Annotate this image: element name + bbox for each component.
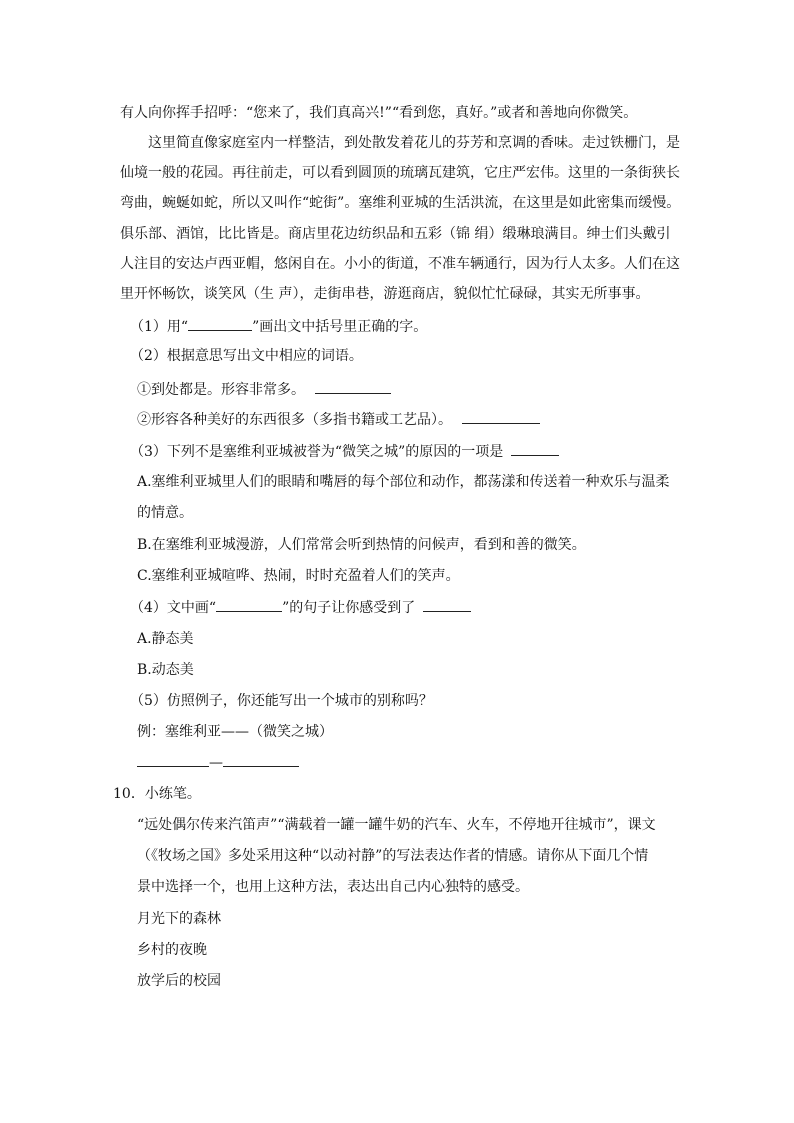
- answer-blank-3[interactable]: [511, 441, 559, 456]
- question-4-option-a: A.静态美: [137, 631, 194, 647]
- question-3-option-a-line-1: A.塞维利亚城里人们的眼睛和嘴唇的每个部位和动作，都荡漾和传送着一种欢乐与温柔: [137, 474, 670, 490]
- passage-line-6: 人注目的安达卢西亚帽，悠闲自在。小小的街道，不准车辆通行，因为行人太多。人们在这: [120, 256, 680, 272]
- question-2: （2）根据意思写出文中相应的词语。: [130, 348, 363, 364]
- underline-sample: [188, 316, 252, 331]
- question-1-suffix: ”画出文中括号里正确的字。: [252, 319, 428, 335]
- question-10-line-3: 景中选择一个，也用上这种方法，表达出自己内心独特的感受。: [137, 879, 529, 895]
- question-2-item-2: [137, 409, 540, 430]
- question-1-prefix: （1）用“: [130, 319, 189, 335]
- answer-blank-4[interactable]: [423, 597, 471, 612]
- question-4-option-b: B.动态美: [137, 662, 194, 678]
- passage-line-5: 俱乐部、酒馆，比比皆是。商店里花边纺织品和五彩（锦 绢）缎琳琅满目。绅士们头戴引: [120, 226, 671, 242]
- question-1: [130, 316, 427, 337]
- answer-blank-2-1[interactable]: [315, 379, 391, 394]
- answer-blank-5-alias[interactable]: [223, 752, 299, 767]
- question-4-prefix: （4）文中画“: [130, 600, 217, 616]
- passage-line-3: 仙境一般的花园。再往前走，可以看到圆顶的琉璃瓦建筑，它庄严宏伟。这里的一条街狭长: [120, 165, 680, 181]
- answer-dash: —: [209, 755, 223, 771]
- question-4-suffix: ”的句子让你感受到了: [282, 600, 416, 616]
- answer-blank-2-2[interactable]: [462, 409, 540, 424]
- question-2-item-2-text: ②形容各种美好的东西很多（多指书籍或工艺品）。: [137, 412, 452, 428]
- question-5-answer: [137, 752, 299, 773]
- question-5-example: 例：塞维利亚——（微笑之城）: [137, 724, 333, 740]
- question-2-item-1: [137, 379, 391, 400]
- question-10-line-1: “远处偶尔传来汽笛声”“满载着一罐一罐牛奶的汽车、火车，不停地开往城市”，课文: [137, 817, 656, 833]
- question-4: [130, 597, 471, 618]
- passage-line-4: 弯曲，蜿蜒如蛇，所以又叫作“蛇街”。塞维利亚城的生活洪流，在这里是如此密集而缓慢。: [120, 195, 681, 211]
- question-3-option-a-line-2: 的情意。: [137, 505, 193, 521]
- question-5: （5）仿照例子，你还能写出一个城市的别称吗？: [130, 693, 433, 709]
- question-3-option-b: B.在塞维利亚城漫游，人们常常会听到热情的问候声，看到和善的微笑。: [137, 537, 586, 553]
- question-2-item-1-text: ①到处都是。形容非常多。: [137, 382, 305, 398]
- passage-line-7: 里开怀畅饮，谈笑风（生 声），走街串巷，游逛商店，貌似忙忙碌碌，其实无所事事。: [120, 286, 650, 302]
- question-10-title: 10．小练笔。: [113, 786, 201, 802]
- question-3: [130, 441, 559, 462]
- underline-sample-2: [216, 597, 282, 612]
- scene-option-1: 月光下的森林: [137, 911, 221, 927]
- scene-option-2: 乡村的夜晚: [137, 942, 207, 958]
- scene-option-3: 放学后的校园: [137, 973, 221, 989]
- question-3-option-c: C.塞维利亚城喧哗、热闹，时时充盈着人们的笑声。: [137, 568, 460, 584]
- passage-line-2: 这里简直像家庭室内一样整洁，到处散发着花儿的芬芳和烹调的香味。走过铁栅门，是: [148, 135, 680, 151]
- answer-blank-5-city[interactable]: [137, 752, 209, 767]
- question-10-line-2: （《牧场之国》多处采用这种“以动衬静”的写法表达作者的情感。请你从下面几个情: [137, 848, 649, 864]
- passage-line-1: 有人向你挥手招呼：“您来了，我们真高兴!”“看到您，真好。”或者和善地向你微笑。: [120, 105, 638, 121]
- question-3-text: （3）下列不是塞维利亚城被誉为“微笑之城”的原因的一项是: [130, 444, 504, 460]
